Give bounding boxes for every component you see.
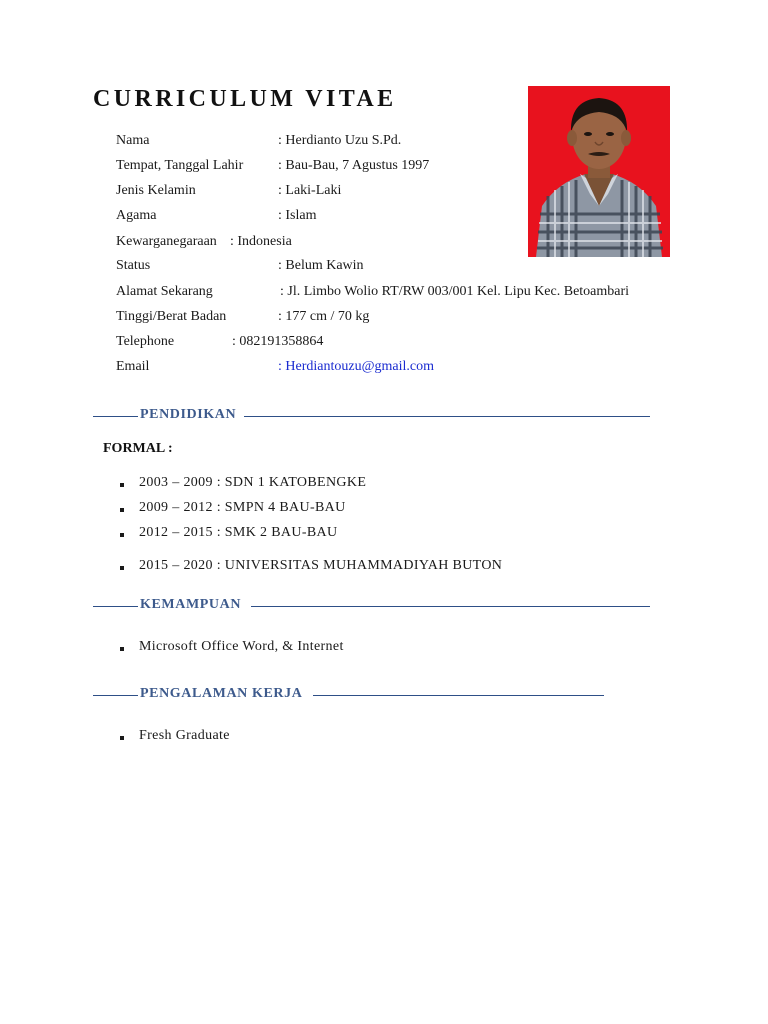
bullet-icon: [120, 483, 124, 487]
cv-title: CURRICULUM VITAE: [93, 86, 397, 112]
section-header-kemampuan: [93, 597, 653, 615]
section-title: PENDIDIKAN: [140, 407, 237, 422]
section-rule: [93, 606, 138, 607]
colon-prefix: :: [278, 359, 286, 374]
education-item: 2015 – 2020 : UNIVERSITAS MUHAMMADIYAH BUTON: [139, 558, 503, 573]
info-value: : 082191358864: [232, 334, 324, 349]
info-label: Tempat, Tanggal Lahir: [116, 158, 244, 173]
info-value: : 177 cm / 70 kg: [278, 309, 370, 324]
info-label: Status: [116, 258, 151, 273]
info-label: Jenis Kelamin: [116, 183, 196, 198]
education-item: 2012 – 2015 : SMK 2 BAU-BAU: [139, 525, 338, 540]
bullet-icon: [120, 736, 124, 740]
email-link[interactable]: Herdiantouzu@gmail.com: [285, 359, 434, 374]
education-item: 2003 – 2009 : SDN 1 KATOBENGKE: [139, 475, 367, 490]
section-rule: [93, 416, 138, 417]
section-header-pendidikan: [93, 407, 653, 425]
info-value: : Herdianto Uzu S.Pd.: [278, 133, 402, 148]
bullet-icon: [120, 647, 124, 651]
info-value: : Laki-Laki: [278, 183, 342, 198]
info-value: : Islam: [278, 208, 317, 223]
info-value: [278, 359, 434, 375]
info-label: Alamat Sekarang: [116, 284, 213, 299]
info-label: Kewarganegaraan: [116, 234, 217, 249]
info-value: : Belum Kawin: [278, 258, 364, 273]
section-header-pengalaman-kerja: [93, 686, 607, 704]
bullet-icon: [120, 533, 124, 537]
bullet-icon: [120, 566, 124, 570]
info-label: Email: [116, 359, 150, 374]
info-label: Tinggi/Berat Badan: [116, 309, 227, 324]
info-label: Agama: [116, 208, 157, 223]
experience-item: Fresh Graduate: [139, 728, 230, 743]
formal-label: FORMAL :: [103, 441, 173, 456]
section-rule: [244, 416, 650, 417]
section-rule: [313, 695, 604, 696]
section-rule: [251, 606, 650, 607]
info-value: : Jl. Limbo Wolio RT/RW 003/001 Kel. Lipu Kec. Betoambari: [280, 284, 630, 299]
section-rule: [93, 695, 138, 696]
info-value: : Bau-Bau, 7 Agustus 1997: [278, 158, 430, 173]
info-value: : Indonesia: [230, 234, 292, 249]
section-title: PENGALAMAN KERJA: [140, 686, 303, 701]
skill-item: Microsoft Office Word, & Internet: [139, 639, 344, 654]
bullet-icon: [120, 508, 124, 512]
info-label: Nama: [116, 133, 150, 148]
section-title: KEMAMPUAN: [140, 597, 242, 612]
profile-photo: [528, 86, 670, 257]
info-label: Telephone: [116, 334, 175, 349]
education-item: 2009 – 2012 : SMPN 4 BAU-BAU: [139, 500, 346, 515]
